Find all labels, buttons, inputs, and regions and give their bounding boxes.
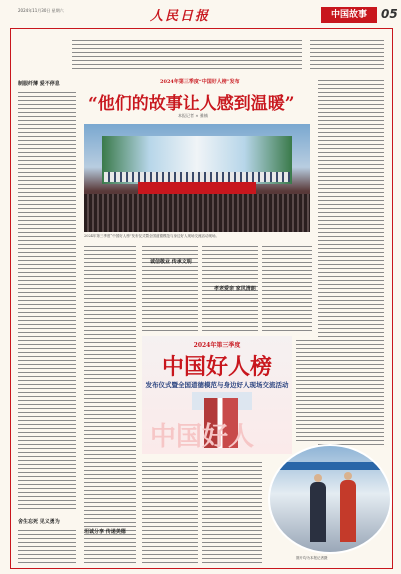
text-column (142, 460, 198, 564)
text-column (18, 528, 76, 564)
headline-kicker: 2024年第三季度“中国好人榜”发布 (160, 79, 240, 85)
poster-title: 中国好人榜 (161, 354, 272, 380)
text-column (262, 244, 312, 332)
byline: 本报记者 × 雅楠 (178, 113, 208, 118)
section-tag: 中国故事 (321, 7, 377, 23)
page-number: 05 (381, 7, 398, 21)
subhead: 孝老爱亲 家风清朗 (214, 286, 256, 292)
subhead: 舍生忘死 见义勇为 (18, 519, 60, 525)
subhead: 制服纤薄 爱不停息 (18, 81, 60, 87)
photo-caption: 2024年第三季度“中国好人榜”发布仪式暨全国道德模范与身边好人现场交流活动现场。 (84, 234, 219, 238)
honoree (340, 480, 356, 542)
audience (84, 194, 310, 232)
text-column (202, 460, 262, 564)
presenter-head (314, 474, 322, 482)
page-header (0, 0, 401, 30)
issue-date: 2024年11月30日 星期六 (18, 8, 64, 13)
poster-subtitle: 2024年第三季度 (193, 342, 241, 349)
headline: “他们的故事让人感到温暖” (88, 94, 295, 114)
subhead: 诚信敬业 传承文明 (150, 259, 192, 265)
text-column (18, 90, 76, 510)
poster-watermark: 中国好人 (150, 422, 255, 452)
honoree-head (344, 472, 352, 480)
ceremony-photo (84, 124, 310, 232)
award-photo (268, 444, 392, 554)
stage-banner (138, 182, 256, 194)
subhead: 坦诚分享 传递美德 (84, 529, 126, 535)
circle-caption: 图片均为本报记者摄 (296, 556, 328, 560)
poster-image (142, 336, 292, 454)
text-column (310, 38, 384, 70)
presenter (310, 482, 326, 542)
text-column (296, 338, 384, 442)
masthead-logo: 人民日报 (150, 9, 211, 24)
intro-text (72, 38, 302, 70)
poster-event-line: 发布仪式暨全国道德模范与身边好人现场交流活动 (145, 381, 289, 389)
text-column (84, 244, 136, 564)
honorees-row (104, 172, 290, 182)
backdrop-banner (278, 462, 386, 470)
